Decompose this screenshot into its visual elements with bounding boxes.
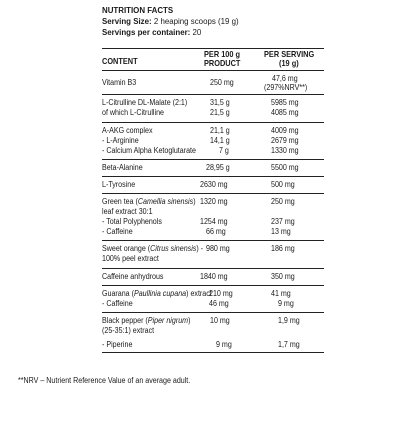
table-cell: 350 mg — [271, 272, 295, 281]
header-per100-line2: PRODUCT — [204, 59, 241, 68]
table-row: (25-35:1) extract — [102, 326, 155, 335]
table-cell: 210 mg — [209, 289, 233, 298]
servings-label: Servings per container: — [102, 27, 191, 37]
nrv-footnote: **NRV – Nutrient Reference Value of an average adult. — [18, 376, 191, 385]
row-rule — [102, 94, 324, 95]
row-rule — [102, 240, 324, 241]
nutrition-label — [102, 5, 324, 349]
table-cell: 1330 mg — [271, 146, 299, 155]
table-row: Sweet orange (Citrus sinensis) - — [102, 244, 204, 253]
table-row: 100% peel extract — [102, 254, 159, 263]
row-rule — [102, 159, 324, 160]
table-cell: 21,1 g — [210, 126, 230, 135]
table-cell: 4085 mg — [271, 108, 299, 117]
table-cell: 4009 mg — [271, 126, 299, 135]
row-rule — [102, 122, 324, 123]
table-cell: 250 mg — [271, 197, 295, 206]
table-bottom-rule — [102, 352, 324, 353]
table-cell: 250 mg — [210, 78, 234, 87]
table-row: - Caffeine — [102, 227, 133, 236]
table-cell: (297%NRV**) — [264, 83, 308, 92]
table-row: - L-Arginine — [102, 136, 139, 145]
serving-size-value: 2 heaping scoops (19 g) — [153, 16, 239, 26]
table-cell: 21,5 g — [210, 108, 230, 117]
header-perserv-line1: PER SERVING — [264, 50, 315, 59]
table-cell: 1,7 mg — [278, 340, 300, 349]
table-row: L-Tyrosine — [102, 180, 136, 189]
table-row: Caffeine anhydrous — [102, 272, 164, 281]
table-cell: 500 mg — [271, 180, 295, 189]
table-cell: 47,6 mg — [272, 74, 298, 83]
table-cell: 2630 mg — [200, 180, 228, 189]
row-rule — [102, 285, 324, 286]
table-cell: 237 mg — [271, 217, 295, 226]
table-row: Vitamin B3 — [102, 78, 137, 87]
table-cell: 28,95 g — [206, 163, 230, 172]
table-cell: 1,9 mg — [278, 316, 300, 325]
table-row: - Piperine — [102, 340, 133, 349]
table-cell: 31,5 g — [210, 98, 230, 107]
header-rule — [102, 70, 324, 71]
table-top-rule — [102, 48, 324, 49]
row-rule — [102, 176, 324, 177]
table-row: - Caffeine — [102, 299, 133, 308]
table-row: Black pepper (Piper nigrum) — [102, 316, 191, 325]
table-row: of which L-Citrulline — [102, 108, 164, 117]
table-cell: 1840 mg — [200, 272, 228, 281]
table-row: Guarana (Paullinia cupana) extract — [102, 289, 212, 298]
table-row: Green tea (Camellia sinensis) — [102, 197, 196, 206]
table-cell: 10 mg — [210, 316, 230, 325]
header-per100-line1: PER 100 g — [204, 50, 241, 59]
table-cell: 9 mg — [216, 340, 232, 349]
table-cell: 13 mg — [271, 227, 291, 236]
row-rule — [102, 312, 324, 313]
table-cell: 46 mg — [209, 299, 229, 308]
table-cell: 5985 mg — [271, 98, 299, 107]
table-cell: 1254 mg — [200, 217, 228, 226]
servings-per-container — [102, 27, 306, 38]
table-cell: 41 mg — [271, 289, 291, 298]
table-row: A-AKG complex — [102, 126, 153, 135]
table-row: L-Citrulline DL-Malate (2:1) — [102, 98, 188, 107]
header-perserv-line2: (19 g) — [279, 59, 299, 68]
table-cell: 66 mg — [206, 227, 226, 236]
table-cell: 7 g — [219, 146, 229, 155]
table-cell: 980 mg — [206, 244, 230, 253]
serving-size-label: Serving Size: — [102, 16, 152, 26]
table-cell: 1320 mg — [200, 197, 228, 206]
table-row: - Total Polyphenols — [102, 217, 162, 226]
table-row: - Calcium Alpha Ketoglutarate — [102, 146, 196, 155]
table-cell: 9 mg — [278, 299, 294, 308]
table-row: leaf extract 30:1 — [102, 207, 153, 216]
nutrition-title: NUTRITION FACTS — [102, 5, 174, 15]
serving-size — [102, 16, 306, 27]
header-content: CONTENT — [102, 57, 138, 66]
table-row: Beta-Alanine — [102, 163, 143, 172]
table-cell: 2679 mg — [271, 136, 299, 145]
table-cell: 5500 mg — [271, 163, 299, 172]
servings-value: 20 — [192, 27, 202, 37]
table-cell: 14,1 g — [210, 136, 230, 145]
row-rule — [102, 268, 324, 269]
table-cell: 186 mg — [271, 244, 295, 253]
row-rule — [102, 193, 324, 194]
